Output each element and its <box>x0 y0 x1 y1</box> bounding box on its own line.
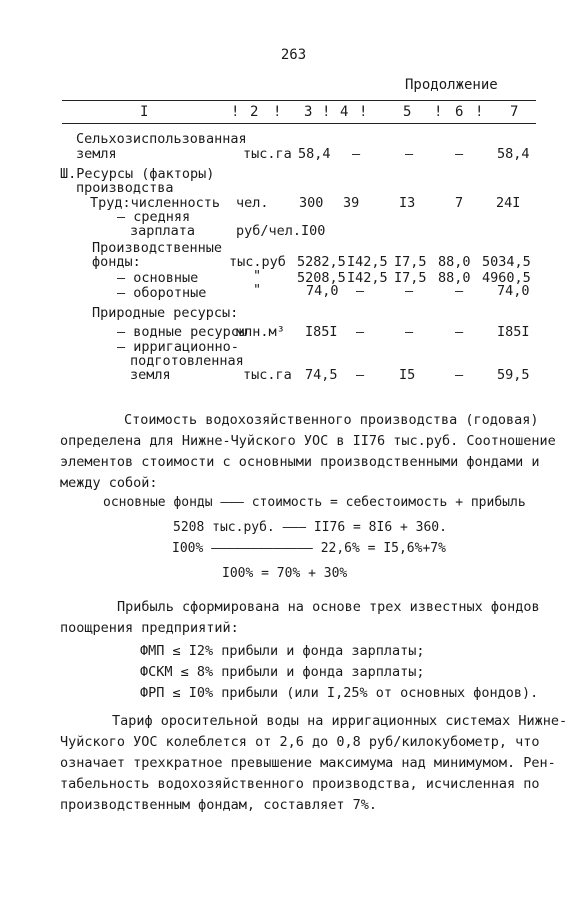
paragraph-line: означает трехкратное превышение максимума над минимумом. Рен- <box>60 755 556 771</box>
row-name-line: подготовленная <box>130 353 244 369</box>
header-col-3: 3 <box>304 104 313 120</box>
row-name-line: земля <box>76 146 117 162</box>
header-col-5: 5 <box>403 104 412 120</box>
row-unit: млн.м³ <box>236 324 285 340</box>
row-col-4: – <box>356 283 365 299</box>
row-name-line: Природные ресурсы: <box>92 305 239 321</box>
row-name-line: фонды: <box>92 254 141 270</box>
row-col-7: 4960,5 <box>482 270 531 286</box>
row-col-7: 24I <box>496 195 521 211</box>
row-col-5: I5 <box>399 367 416 383</box>
row-unit: тыс.га <box>243 146 292 162</box>
paragraph-line: поощрения предприятий: <box>60 620 239 636</box>
row-name-line: зарплата <box>130 223 196 239</box>
table-header-rule <box>62 123 536 124</box>
row-unit: тыс.га <box>243 367 292 383</box>
row-name-line: – оборотные <box>117 285 207 301</box>
row-name-line: производства <box>76 180 174 196</box>
row-col-4: 39 <box>343 195 360 211</box>
row-col-3: 300 <box>299 195 324 211</box>
paragraph-line: Стоимость водохозяйственного производства (годовая) <box>124 412 539 428</box>
row-col-5: I3 <box>399 195 416 211</box>
row-col-4: I42,5 <box>347 270 388 286</box>
header-sep: ! <box>434 104 443 120</box>
row-col-5: – <box>405 324 414 340</box>
paragraph-line: табельность водохозяйственного производства, исчисленная по <box>60 776 540 792</box>
row-col-4: – <box>356 367 365 383</box>
row-col-7: 5034,5 <box>482 254 531 270</box>
formula-line: 5208 тыс.руб. ——— II76 = 8I6 + 360. <box>173 520 447 535</box>
row-col-4: – <box>356 324 365 340</box>
row-name-line: – средняя <box>117 209 191 225</box>
row-name-line: земля <box>130 367 171 383</box>
paragraph-line: определена для Нижне-Чуйского УОС в II76 тыс.руб. Соотношение <box>60 433 556 449</box>
row-col-5: I7,5 <box>394 270 427 286</box>
row-unit: " <box>253 268 262 284</box>
row-col-6: – <box>455 146 464 162</box>
row-col-3: I85I <box>305 324 338 340</box>
continuation-label: Продолжение <box>405 77 498 93</box>
header-sep: ! <box>359 104 368 120</box>
header-col-7: 7 <box>510 104 519 120</box>
row-name-line: – ирригационно- <box>117 339 239 355</box>
row-name-line: Труд:численность <box>90 195 221 211</box>
header-sep: ! <box>231 104 240 120</box>
header-col-1: I <box>140 104 149 120</box>
row-col-3: 5282,5 <box>297 254 346 270</box>
header-sep: ! <box>322 104 331 120</box>
row-name-line: – водные ресурсы <box>117 324 248 340</box>
row-col-5: – <box>405 283 414 299</box>
row-col-5: I7,5 <box>394 254 427 270</box>
row-col-6: 7 <box>455 195 464 211</box>
row-col-3: 58,4 <box>298 146 331 162</box>
row-col-4: – <box>352 146 361 162</box>
row-col-6: – <box>455 367 464 383</box>
paragraph-line: Прибыль сформирована на основе трех известных фондов <box>117 599 540 615</box>
paragraph-line: производственным фондам, составляет 7%. <box>60 797 377 813</box>
header-sep: ! <box>273 104 282 120</box>
row-name-line: Производственные <box>92 240 223 256</box>
row-col-3: 74,5 <box>305 367 338 383</box>
paragraph-line: элементов стоимости с основными производственными фондами и <box>60 454 540 470</box>
row-col-6: – <box>455 283 464 299</box>
formula-line: I00% = 70% + 30% <box>222 566 348 581</box>
row-unit: " <box>253 282 262 298</box>
row-col-7: 59,5 <box>497 367 530 383</box>
paragraph-line: Чуйского УОС колеблется от 2,6 до 0,8 руб/килокубометр, что <box>60 734 540 750</box>
row-unit: руб/чел. <box>236 223 302 239</box>
row-name-line: Ш.Ресурсы (факторы) <box>60 166 215 182</box>
page-number: 263 <box>280 47 307 63</box>
row-col-7: 58,4 <box>497 146 530 162</box>
list-item: ФСКМ ≤ 8% прибыли и фонда зарплаты; <box>140 664 425 680</box>
list-item: ФМП ≤ I2% прибыли и фонда зарплаты; <box>140 643 425 659</box>
row-unit: чел. <box>236 195 269 211</box>
row-col-6: 88,0 <box>438 254 471 270</box>
paragraph-line: Тариф оросительной воды на ирригационных системах Нижне- <box>112 713 568 729</box>
list-item: ФРП ≤ I0% прибыли (или I,25% от основных фондов). <box>140 685 539 701</box>
header-col-2: 2 <box>250 104 259 120</box>
formula-line: I00% ————————————— 22,6% = I5,6%+7% <box>172 541 446 556</box>
header-sep: ! <box>475 104 484 120</box>
row-col-3: 74,0 <box>306 283 339 299</box>
row-col-3: 5208,5 <box>297 270 346 286</box>
row-col-4: I42,5 <box>347 254 388 270</box>
row-col-7: 74,0 <box>497 283 530 299</box>
row-col-6: – <box>455 324 464 340</box>
row-col-6: 88,0 <box>438 270 471 286</box>
row-col-7: I85I <box>497 324 530 340</box>
row-col-3: I00 <box>301 223 326 239</box>
row-name-line: Сельхозиспользованная <box>76 131 247 147</box>
row-col-5: – <box>405 146 414 162</box>
header-col-6: 6 <box>455 104 464 120</box>
table-top-rule <box>62 100 536 101</box>
row-name-line: – основные <box>117 270 199 286</box>
paragraph-line: между собой: <box>60 475 158 491</box>
header-col-4: 4 <box>340 104 349 120</box>
row-unit: тыс.руб <box>229 254 286 270</box>
formula-line: основные фонды ——— стоимость = себестоимость + прибыль <box>103 495 526 510</box>
